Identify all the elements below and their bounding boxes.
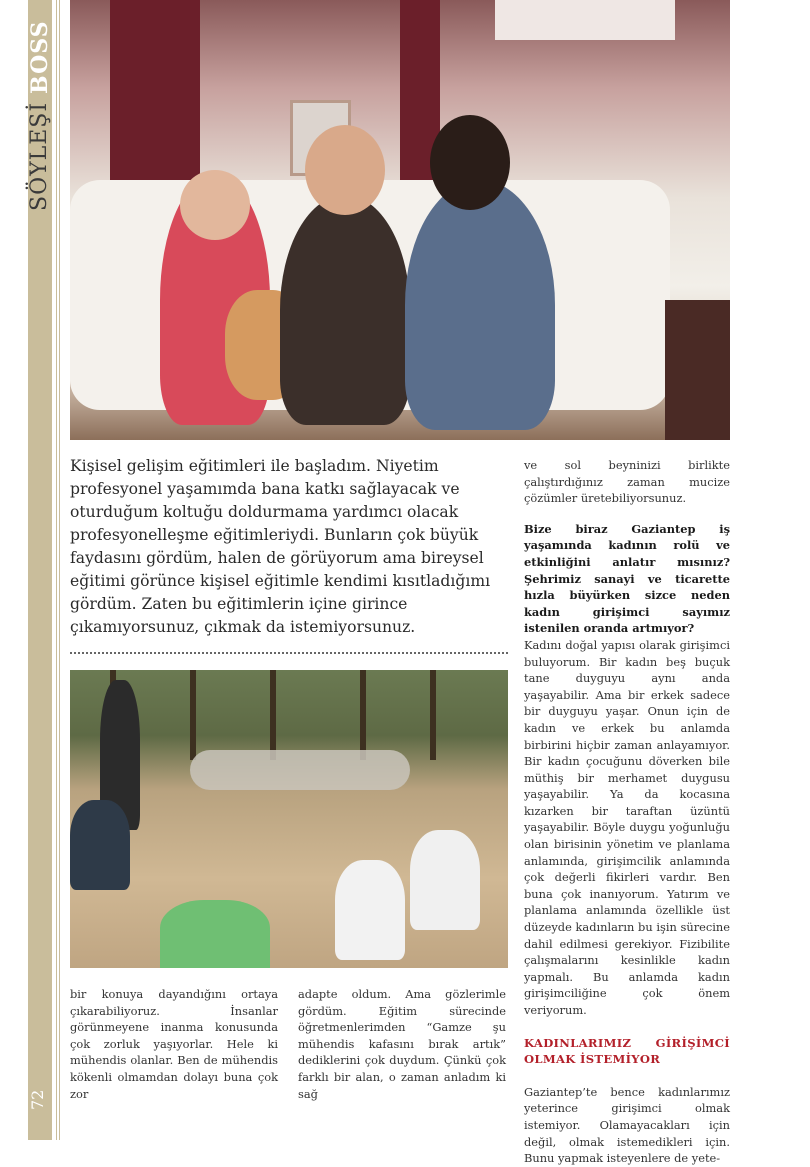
young-woman-hair <box>430 115 510 210</box>
tree <box>190 670 196 760</box>
bottom-text-1: bir konuya dayandığını ortaya çıkarabiliyoruz. İnsanlar görünmeyene inanma konusunda çok zorluk yaşıyorlar. Hele ki mühendis olanlar. Ben de mühendis kökenli olmamdan dolayı buna çok zor <box>70 987 278 1101</box>
section-title <box>28 20 52 220</box>
seated-group <box>190 750 410 790</box>
interview-question: Bize biraz Gaziantep iş yaşamında kadının rolü ve etkinliğini anlatır mısınız? Şehrimiz sanayi ve ticarette hızla büyürken sizce neden kadın girişimci sayımız istenilen oranda artmıyor? <box>524 521 730 636</box>
side-table <box>665 300 730 440</box>
family-photo <box>70 0 730 440</box>
woman-face <box>305 125 385 215</box>
section-title-light: SÖYLEŞİ <box>27 101 52 211</box>
woman <box>280 195 410 425</box>
right-intro: ve sol beyninizi birlikte çalıştırdığınız zaman mucize çözümler üretebiliyorsunuz. <box>524 458 730 506</box>
lead-text: Kişisel gelişim eğitimleri ile başladım. Niyetim profesyonel yaşamımda bana katkı sağlayacak ve oturduğum koltuğu doldurmama yardımcı olacak profesyonelleşme eğitimleriydi. Bunların çok büyük faydasını gördüm, halen de görüyorum ama bireysel eğitimi görünce kişisel eğitimle kendimi kısıtladığımı gördüm. Zaten bu eğitimlerin içine girince çıkamıyorsunuz, çıkmak da istemiyorsunuz. <box>70 457 491 636</box>
closing-paragraph: Gaziantep’te bence kadınlarımız yeterince girişimci olmak istemiyor. Olamayacakları için değil, olmak istemedikleri için. Bunu yapmak isteyenlere de yete- <box>524 1084 730 1166</box>
dotted-separator <box>70 652 508 654</box>
training-photo <box>70 670 508 968</box>
curtain-left <box>110 0 200 180</box>
participant-white <box>410 830 480 930</box>
lead-paragraph <box>70 455 510 639</box>
girl-face <box>180 170 250 240</box>
tree <box>430 670 436 760</box>
page-number: 72 <box>28 1089 47 1111</box>
bottom-column-1 <box>70 986 278 1102</box>
bottom-column-2 <box>298 986 506 1102</box>
section-title-bold: BOSS <box>27 20 53 94</box>
wall-art <box>495 0 675 40</box>
participant-green <box>160 900 270 968</box>
sidebar-rule <box>56 0 60 1140</box>
tree <box>360 670 366 760</box>
right-column <box>524 457 730 1167</box>
interview-answer: Kadını doğal yapısı olarak girişimci buluyorum. Bir kadın beş buçuk tane duyguyu aynı anda yaşayabilir. Ama bir erkek sadece bir duyguyu yaşar. Onun için de kadın ve erkek bu anlamda birbirini hiçbir zaman anlayamıyor. Bir kadın çocuğunu döverken bile müthiş bir merhamet duygusu yaşayabilir. Ya da kocasına kızarken bir taraftan üzüntü yaşayabilir. Böyle duygu yoğunluğu olan birisinin yönetim ve planlama anlamında, girişimcilik anlamında çok değerli fikirleri vardır. Ben buna çok inanıyorum. Yatırım ve planlama anlamında özellikle üst düzeyde kadınların bu işin sürecine dahil edilmesi gerekiyor. Fizibilite çalışmalarını kesinlikle kadın yapmalı. Bu anlamda kadın girişimciliğine çok önem veriyorum. <box>524 637 730 1017</box>
participant-dark <box>70 800 130 890</box>
tree <box>270 670 276 760</box>
section-subhead: KADINLARIMIZ GİRİŞİMCİ OLMAK İSTEMİYOR <box>524 1035 730 1067</box>
young-woman <box>405 180 555 430</box>
bottom-text-2: adapte oldum. Ama gözlerimle gördüm. Eğitim sürecinde öğretmenlerimden “Gamze şu mühendis kafasını bırak artık” dediklerini çok duydum. Çünkü çok farklı bir alan, o zaman anladım ki sağ <box>298 987 506 1101</box>
participant-white <box>335 860 405 960</box>
